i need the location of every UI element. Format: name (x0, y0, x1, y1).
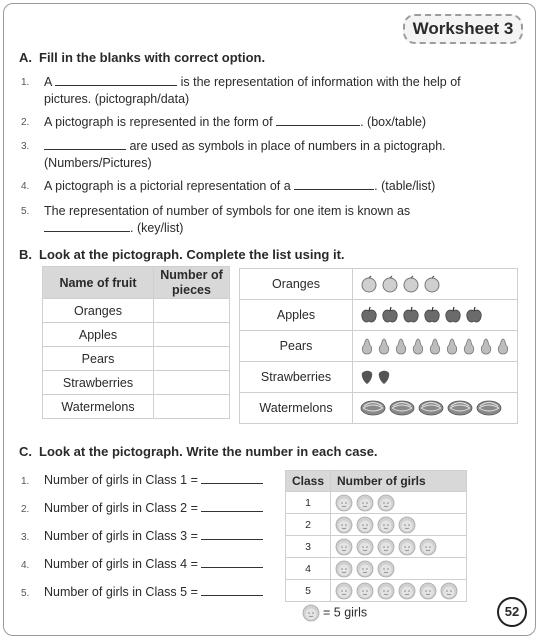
worksheet-title: Worksheet 3 (403, 14, 523, 44)
girl-face-icon (356, 516, 374, 534)
girl-face-icon (377, 538, 395, 556)
question-text (44, 178, 435, 194)
question-number: 4. (21, 181, 30, 192)
question-text-start: A pictograph is represented in the form of (44, 115, 273, 129)
girl-face-icon (302, 605, 323, 619)
strawberry-icon (360, 369, 374, 385)
pictograph-row (286, 536, 467, 558)
pear-icon (394, 337, 408, 355)
pear-icon (377, 337, 391, 355)
girl-face-icon (398, 538, 416, 556)
column-header-pieces: Number of pieces (154, 267, 230, 299)
pictograph-row (240, 269, 518, 300)
column-header-fruit: Name of fruit (43, 267, 154, 299)
girl-face-icon (335, 560, 353, 578)
girl-face-icon (377, 560, 395, 578)
girl-face-icon (398, 516, 416, 534)
girl-face-icon (419, 582, 437, 600)
fruit-name: Watermelons (43, 395, 154, 419)
question-number: 1. (21, 77, 30, 88)
girl-face-icon (398, 582, 416, 600)
fruit-name: Apples (43, 323, 154, 347)
girl-face-icon (335, 582, 353, 600)
fruit-name: Strawberries (43, 371, 154, 395)
section-letter: A. (19, 50, 32, 65)
question-text (44, 74, 461, 90)
class-number: 1 (286, 492, 331, 514)
apple-icon (360, 306, 378, 324)
question-text: Number of girls in Class 1 = (44, 473, 198, 487)
pictograph-row (286, 492, 467, 514)
orange-icon (360, 275, 378, 293)
fruit-name: Pears (43, 347, 154, 371)
watermelon-icon (418, 400, 444, 416)
question-text-end: . (key/list) (130, 221, 184, 235)
question-c3 (21, 528, 263, 543)
pear-icon (462, 337, 476, 355)
pictograph-row (286, 580, 467, 602)
girls-pictograph (285, 470, 467, 602)
question-c1 (21, 472, 263, 487)
answer-cell[interactable] (154, 299, 230, 323)
orange-icon (423, 275, 441, 293)
girl-face-icon (302, 604, 320, 622)
question-number: 2. (21, 117, 30, 128)
table-row (43, 371, 230, 395)
fruit-label: Strawberries (240, 362, 353, 393)
pear-icon (479, 337, 493, 355)
watermelon-icon (476, 400, 502, 416)
girl-symbols (331, 492, 467, 514)
apple-icon (423, 306, 441, 324)
question-c5 (21, 584, 263, 599)
pictograph-row (240, 393, 518, 424)
fruit-symbols (353, 362, 518, 393)
girl-face-icon (356, 494, 374, 512)
section-letter: C. (19, 444, 32, 459)
fruit-name: Oranges (43, 299, 154, 323)
apple-icon (465, 306, 483, 324)
section-a-heading (19, 50, 265, 65)
fruit-label: Oranges (240, 269, 353, 300)
question-number: 5. (21, 206, 30, 217)
answer-blank[interactable] (44, 220, 130, 232)
page-number: 52 (497, 597, 527, 627)
apple-icon (402, 306, 420, 324)
girl-face-icon (377, 516, 395, 534)
girl-face-icon (335, 494, 353, 512)
answer-blank[interactable] (201, 556, 263, 568)
girl-face-icon (356, 560, 374, 578)
class-number: 2 (286, 514, 331, 536)
pictograph-row (240, 300, 518, 331)
question-text-end: are used as symbols in place of numbers in a pictograph. (129, 139, 446, 153)
watermelon-icon (360, 400, 386, 416)
pictograph-row (286, 514, 467, 536)
girl-face-icon (356, 582, 374, 600)
girl-face-icon (440, 582, 458, 600)
watermelon-icon (389, 400, 415, 416)
table-row (43, 395, 230, 419)
pear-icon (360, 337, 374, 355)
question-a5 (21, 203, 501, 237)
question-number: 4. (21, 560, 30, 571)
answer-cell[interactable] (154, 395, 230, 419)
answer-blank[interactable] (201, 584, 263, 596)
answer-blank[interactable] (201, 500, 263, 512)
fruit-list-table (42, 266, 230, 419)
section-letter: B. (19, 247, 32, 262)
table-row (43, 323, 230, 347)
question-text: Number of girls in Class 5 = (44, 585, 198, 599)
question-number: 3. (21, 532, 30, 543)
answer-blank[interactable] (294, 178, 374, 190)
question-text-line2 (44, 220, 183, 236)
pear-icon (445, 337, 459, 355)
question-text: Number of girls in Class 4 = (44, 557, 198, 571)
strawberry-icon (377, 369, 391, 385)
answer-blank[interactable] (201, 472, 263, 484)
question-a4 (21, 178, 501, 194)
question-a2 (21, 114, 501, 130)
apple-icon (381, 306, 399, 324)
fruit-symbols (353, 269, 518, 300)
orange-icon (381, 275, 399, 293)
key-text: = 5 girls (323, 605, 368, 620)
pear-icon (496, 337, 510, 355)
girl-face-icon (356, 538, 374, 556)
section-title: Look at the pictograph. Complete the list using it. (39, 247, 345, 262)
question-text: Number of girls in Class 3 = (44, 529, 198, 543)
question-c2 (21, 500, 263, 515)
question-number: 2. (21, 504, 30, 515)
watermelon-icon (447, 400, 473, 416)
girl-symbols (331, 514, 467, 536)
pear-icon (411, 337, 425, 355)
class-number: 3 (286, 536, 331, 558)
pictograph-row (286, 558, 467, 580)
question-a1 (21, 74, 501, 108)
section-c-heading (19, 444, 378, 459)
class-number: 4 (286, 558, 331, 580)
answer-blank[interactable] (276, 114, 360, 126)
pictograph-row (240, 331, 518, 362)
section-title: Look at the pictograph. Write the number in each case. (39, 444, 378, 459)
question-number: 5. (21, 588, 30, 599)
question-text-start: A pictograph is a pictorial representation of a (44, 179, 291, 193)
table-row (43, 299, 230, 323)
fruit-symbols (353, 300, 518, 331)
answer-cell[interactable] (154, 323, 230, 347)
fruit-label: Watermelons (240, 393, 353, 424)
girl-face-icon (419, 538, 437, 556)
fruit-pictograph (239, 268, 518, 424)
girl-symbols (331, 558, 467, 580)
section-b-heading (19, 247, 345, 262)
girl-face-icon (377, 494, 395, 512)
fruit-symbols (353, 331, 518, 362)
question-text-end: . (table/list) (374, 179, 436, 193)
question-text: Number of girls in Class 2 = (44, 501, 198, 515)
girl-face-icon (377, 582, 395, 600)
pictograph-key (302, 604, 367, 622)
pear-icon (428, 337, 442, 355)
girl-face-icon (335, 538, 353, 556)
answer-blank[interactable] (201, 528, 263, 540)
fruit-label: Apples (240, 300, 353, 331)
answer-blank[interactable] (55, 74, 177, 86)
question-text-start: A (44, 75, 52, 89)
apple-icon (444, 306, 462, 324)
orange-icon (402, 275, 420, 293)
fruit-label: Pears (240, 331, 353, 362)
question-text-end: is the representation of information with the help of (180, 75, 461, 89)
girl-symbols (331, 580, 467, 602)
question-a3 (21, 138, 501, 172)
question-text: The representation of number of symbols for one item is known as (44, 204, 411, 218)
question-number: 1. (21, 476, 30, 487)
class-number: 5 (286, 580, 331, 602)
table-row (43, 347, 230, 371)
question-number: 3. (21, 141, 30, 152)
pictograph-row (240, 362, 518, 393)
question-text (44, 138, 446, 154)
girl-symbols (331, 536, 467, 558)
column-header-class: Class (286, 471, 331, 492)
question-c4 (21, 556, 263, 571)
answer-cell[interactable] (154, 371, 230, 395)
section-title: Fill in the blanks with correct option. (39, 50, 266, 65)
question-text-end: . (box/table) (360, 115, 427, 129)
answer-blank[interactable] (44, 138, 126, 150)
girl-face-icon (335, 516, 353, 534)
fruit-symbols (353, 393, 518, 424)
question-text-line2: pictures. (pictograph/data) (44, 92, 190, 106)
question-text (44, 114, 426, 130)
answer-cell[interactable] (154, 347, 230, 371)
question-text-line2: (Numbers/Pictures) (44, 156, 152, 170)
column-header-girls: Number of girls (331, 471, 467, 492)
